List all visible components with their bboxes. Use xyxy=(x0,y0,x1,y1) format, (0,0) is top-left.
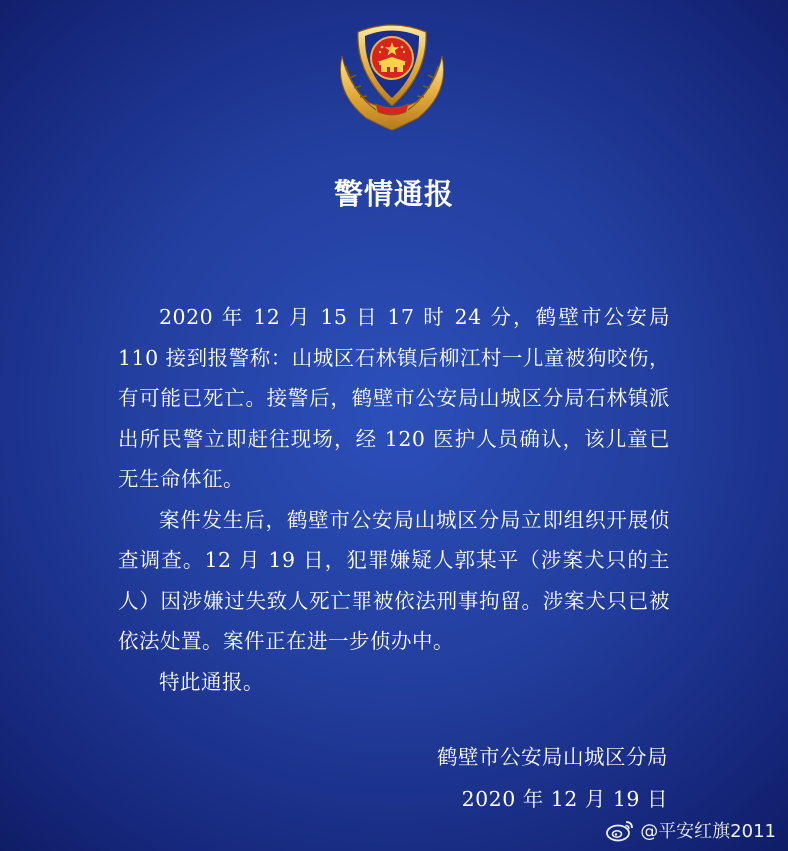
weibo-icon xyxy=(605,818,635,842)
page-title: 警情通报 xyxy=(333,177,454,211)
police-emblem-icon xyxy=(332,14,452,134)
paragraph-investigation: 案件发生后，鹤壁市公安局山城区分局立即组织开展侦查调查。12 月 19 日，犯罪嫌疑人郭某平（涉案犬只的主人）因涉嫌过失致人死亡罪被依法刑事拘留。涉案犬只已被依法处置。案件正在进一步侦办中。 xyxy=(118,507,670,653)
paragraph-closing: 特此通报。 xyxy=(159,669,264,694)
signature-organization: 鹤壁市公安局山城区分局 xyxy=(437,745,668,769)
signature-date: 2020 年 12 月 19 日 xyxy=(461,787,668,811)
notice-body xyxy=(118,297,670,702)
paragraph-incident: 2020 年 12 月 15 日 17 时 24 分，鹤壁市公安局 110 接到报警称：山城区石林镇后柳江村一儿童被狗咬伤，有可能已死亡。接警后，鹤壁市公安局山城区分局石林镇派出所民警立即赶往现场，经 120 医护人员确认，该儿童已无生命体征。 xyxy=(118,305,670,491)
weibo-watermark xyxy=(605,817,776,843)
watermark-handle: @平安红旗2011 xyxy=(640,821,776,842)
